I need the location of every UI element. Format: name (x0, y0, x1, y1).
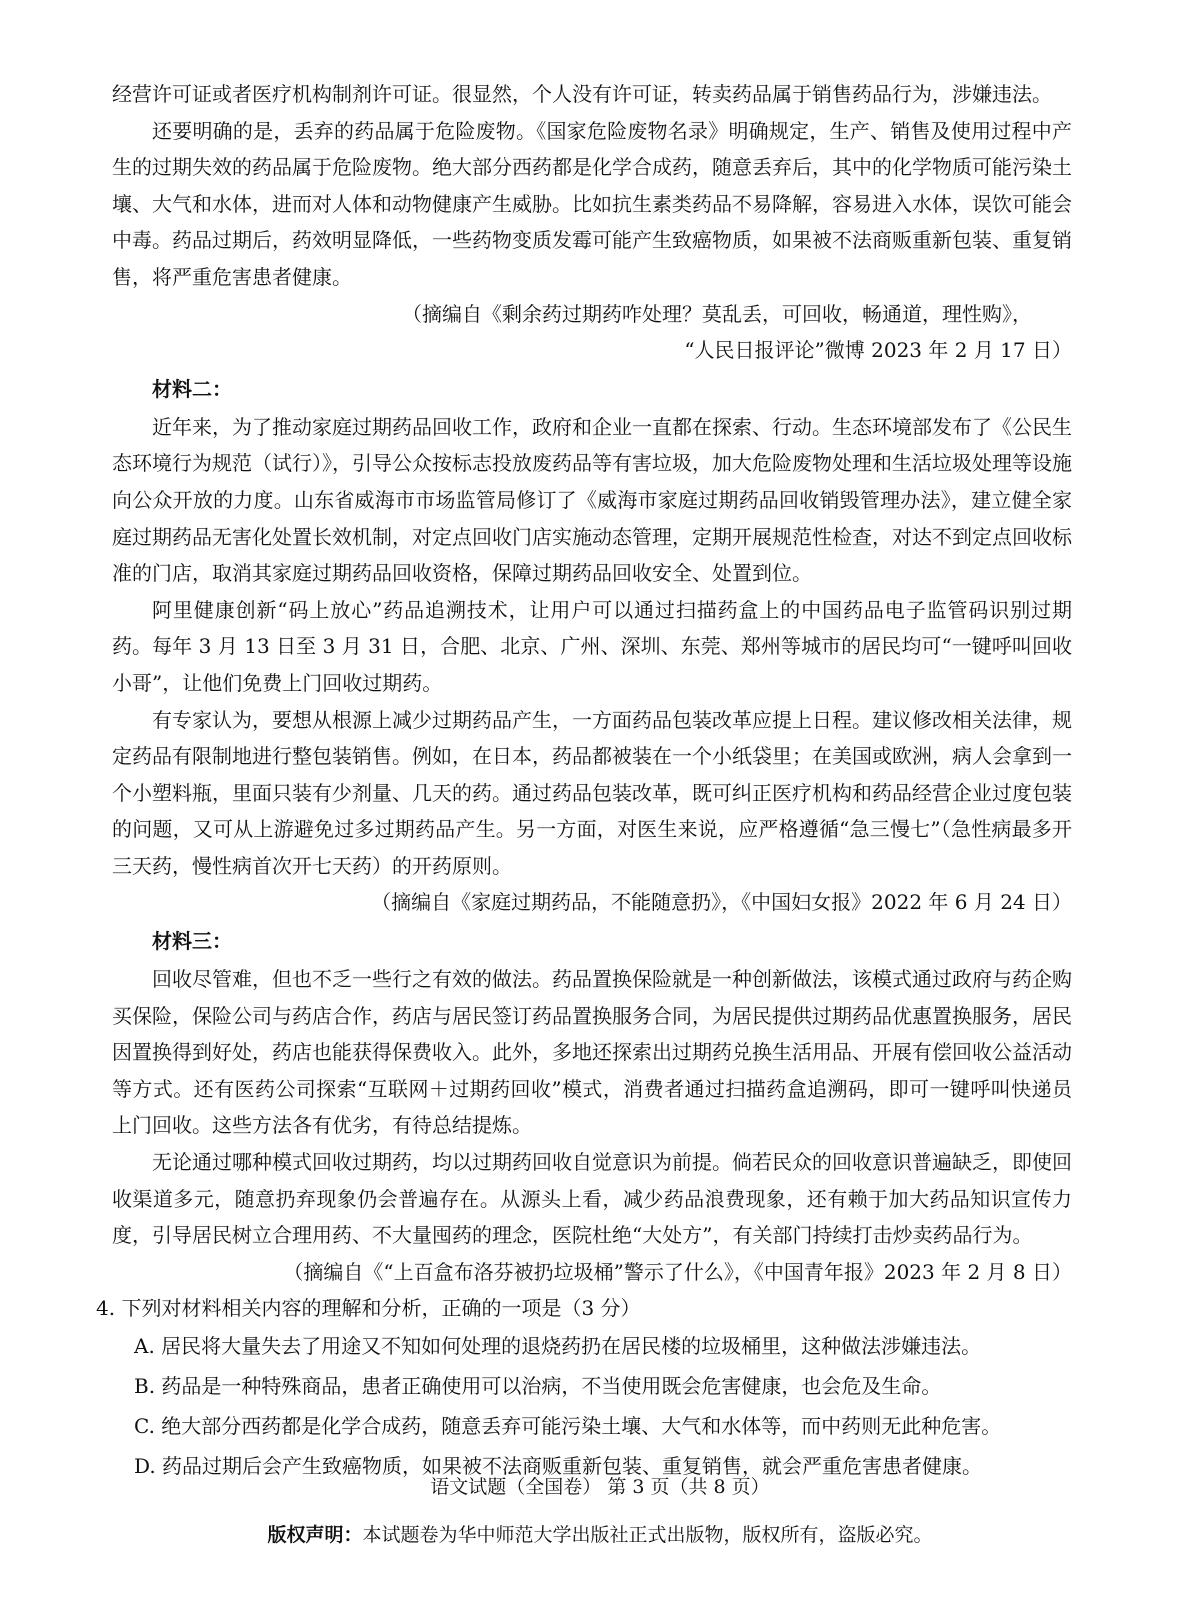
exam-page (96, 76, 1072, 1486)
question-4-stem: 4. 下列对材料相关内容的理解和分析，正确的一项是（3 分） (96, 1296, 641, 1321)
material-2-paragraph-2: 阿里健康创新“码上放心”药品追溯技术，让用户可以通过扫描药盒上的中国药品电子监管码识别过期药。每年 3 月 13 日至 3 月 31 日，合肥、北京、广州、深圳、东莞、郑州等城市的居民均可“一键呼叫回收小哥”，让他们免费上门回收过期药。 (112, 597, 1072, 695)
question-4-option-b: B. 药品是一种特殊商品，患者正确使用可以治病，不当使用既会危害健康，也会危及生命。 (134, 1374, 942, 1399)
material-3-paragraph-1: 回收尽管难，但也不乏一些行之有效的做法。药品置换保险就是一种创新做法，该模式通过政府与药企购买保险，保险公司与药店合作，药店与居民签订药品置换服务合同，为居民提供过期药品优惠置换服务，居民因置换得到好处，药店也能获得保费收入。此外，多地还探索出过期药兑换生活用品、开展有偿回收公益活动等方式。还有医药公司探索“互联网＋过期药回收”模式，消费者通过扫描药盒追溯码，即可一键呼叫快递员上门回收。这些方法各有优劣，有待总结提炼。 (112, 967, 1072, 1138)
material-2-source: （摘编自《家庭过期药品，不能随意扔》，《中国妇女报》2022 年 6 月 24 日） (371, 890, 1072, 915)
intro-continuation: 经营许可证或者医疗机构制剂许可证。很显然，个人没有许可证，转卖药品属于销售药品行为，涉嫌违法。 (112, 82, 1052, 106)
material-2-paragraph-3: 有专家认为，要想从根源上减少过期药品产生，一方面药品包装改革应提上日程。建议修改相关法律，规定药品有限制地进行整包装销售。例如，在日本，药品都被装在一个小纸袋里；在美国或欧洲，病人会拿到一个小塑料瓶，里面只装有少剂量、几天的药。通过药品包装改革，既可纠正医疗机构和药品经营企业过度包装的问题，又可从上游避免过多过期药品产生。另一方面，对医生来说，应严格遵循“急三慢七”（急性病最多开三天药，慢性病首次开七天药）的开药原则。 (112, 707, 1072, 878)
question-4-option-c: C. 绝大部分西药都是化学合成药，随意丢弃可能污染土壤、大气和水体等，而中药则无此种危害。 (134, 1414, 1002, 1439)
intro-paragraph: 还要明确的是，丢弃的药品属于危险废物。《国家危险废物名录》明确规定，生产、销售及使用过程中产生的过期失效的药品属于危险废物。绝大部分西药都是化学合成药，随意丢弃后，其中的化学物质可能污染土壤、大气和水体，进而对人体和动物健康产生威胁。比如抗生素类药品不易降解，容易进入水体，误饮可能会中毒。药品过期后，药效明显降低，一些药物变质发霉可能产生致癌物质，如果被不法商贩重新包装、重复销售，将严重危害患者健康。 (112, 118, 1072, 289)
copyright-text: 本试题卷为华中师范大学出版社正式出版物，版权所有，盗版必究。 (362, 1524, 933, 1546)
material-2-paragraph-1: 近年来，为了推动家庭过期药品回收工作，政府和企业一直都在探索、行动。生态环境部发布了《公民生态环境行为规范（试行）》，引导公众按标志投放废药品等有害垃圾，加大危险废物处理和生活垃圾处理等设施向公众开放的力度。山东省威海市市场监管局修订了《威海市家庭过期药品回收销毁管理办法》，建立健全家庭过期药品无害化处置长效机制，对定点回收门店实施动态管理，定期开展规范性检查，对达不到定点回收标准的门店，取消其家庭过期药品回收资格，保障过期药品回收安全、处置到位。 (112, 414, 1072, 586)
intro-source-line-1: （摘编自《剩余药过期药咋处理？莫乱丢，可回收，畅通道，理性购》， (402, 301, 1032, 326)
question-4-option-a: A. 居民将大量失去了用途又不知如何处理的退烧药扔在居民楼的垃圾桶里，这种做法涉嫌违法。 (134, 1334, 982, 1359)
intro-source-line-2: “人民日报评论”微博 2023 年 2 月 17 日） (684, 338, 1072, 363)
page-footer: 语文试题（全国卷） 第 3 页（共 8 页） (430, 1476, 770, 1498)
copyright-notice (0, 1520, 1200, 1547)
copyright-label: 版权声明： (267, 1524, 363, 1546)
material-3-source: （摘编自《“上百盒布洛芬被扔垃圾桶”警示了什么》，《中国青年报》2023 年 2 月 8 日） (283, 1259, 1072, 1284)
material-3-heading: 材料三： (152, 929, 232, 954)
material-3-paragraph-2: 无论通过哪种模式回收过期药，均以过期药回收自觉意识为前提。倘若民众的回收意识普遍缺乏，即使回收渠道多元，随意扔弃现象仍会普遍存在。从源头上看，减少药品浪费现象，还有赖于加大药品知识宣传力度，引导居民树立合理用药、不大量囤药的理念，医院杜绝“大处方”，有关部门持续打击炒卖药品行为。 (112, 1150, 1072, 1248)
material-2-heading: 材料二： (152, 376, 232, 401)
question-4-option-d: D. 药品过期后会产生致癌物质，如果被不法商贩重新包装、重复销售，就会严重危害患者健康。 (134, 1454, 983, 1479)
